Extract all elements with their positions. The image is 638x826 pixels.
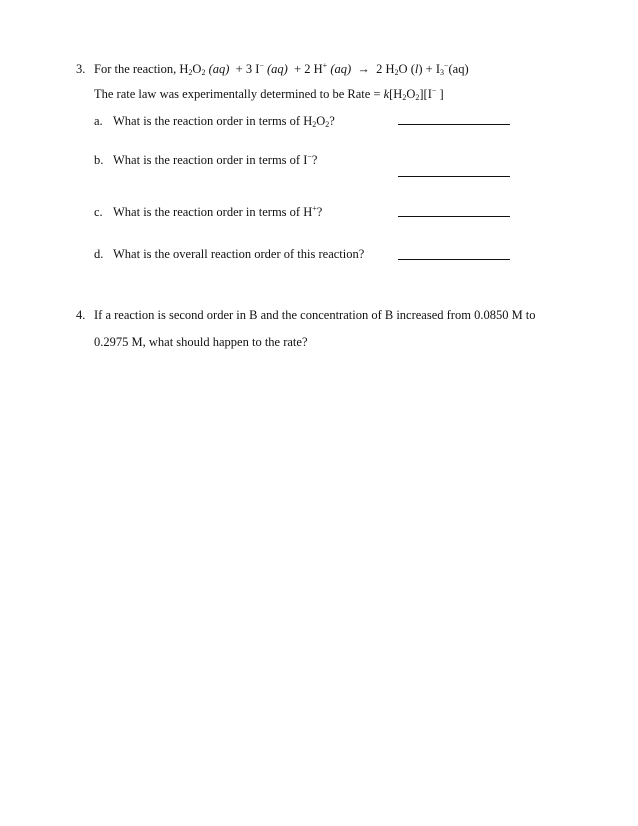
part-b-answer-blank[interactable]	[398, 176, 510, 177]
question-4-text-line-2: 0.2975 M, what should happen to the rate?	[94, 335, 308, 349]
question-4-text-line-1: If a reaction is second order in B and the concentration of B increased from 0.0850 M to	[94, 308, 536, 322]
part-d-letter: d.	[94, 247, 104, 261]
part-c-answer-blank[interactable]	[398, 216, 510, 217]
part-d-question: What is the overall reaction order of this reaction?	[113, 247, 365, 261]
part-c-letter: c.	[94, 205, 103, 219]
question-3-number: 3.	[76, 62, 86, 76]
part-b-question: What is the reaction order in terms of I−?	[113, 152, 318, 167]
part-a-question: What is the reaction order in terms of $H_2O_2$?	[113, 114, 335, 129]
part-d-answer-blank[interactable]	[398, 259, 510, 260]
part-c-question: What is the reaction order in terms of H+?	[113, 204, 323, 219]
question-4-number: 4.	[76, 308, 86, 322]
part-b-letter: b.	[94, 153, 104, 167]
reaction-arrow: →	[357, 62, 370, 76]
part-a-answer-blank[interactable]	[398, 124, 510, 125]
rate-law-statement: The rate law was experimentally determined to be Rate = $k[H_2O_2][I^-$ ]	[94, 86, 444, 102]
part-a-letter: a.	[94, 114, 103, 128]
question-3-reaction-stem: For the reaction, $H_2O_2$ (aq) + 3 I− (aq) + 2 H+ (aq) → 2 $H_2O$ $(l) + I_3^-(aq)$	[94, 61, 469, 77]
